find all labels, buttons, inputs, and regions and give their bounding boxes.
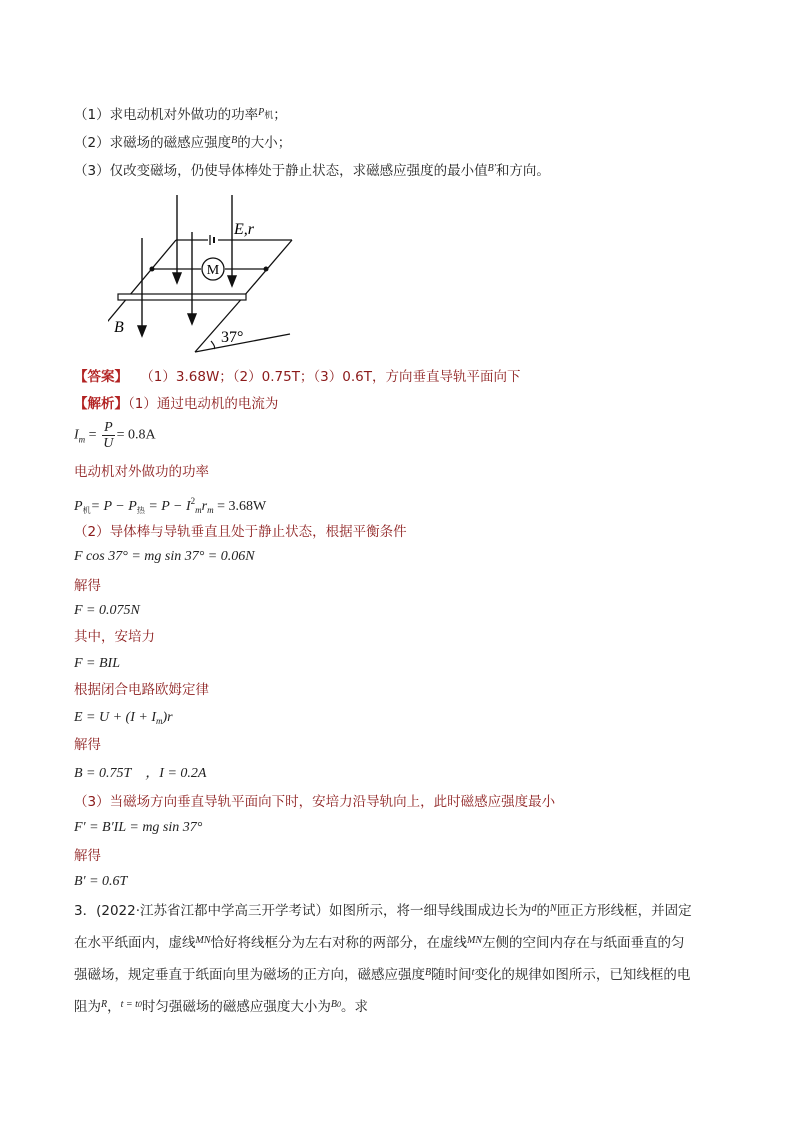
question-1-text: （1）求电动机对外做功的功率: [74, 107, 259, 123]
answer-text: （1）3.68W；（2）0.75T；（3）0.6T，方向垂直导轨平面向下: [140, 369, 521, 385]
answer-line: [74, 368, 521, 386]
question-1-end: ；: [273, 107, 287, 123]
question-3-end: 和方向。: [495, 163, 550, 179]
next-question-line-2: 在水平纸面内，虚线$^{MN}$恰好将线框分为左右对称的两部分，在虚线$^{MN}$左侧的空间内存在与纸面垂直的匀: [74, 935, 685, 951]
question-3: [74, 160, 550, 180]
question-2-text: （2）求磁场的磁感应强度: [74, 135, 232, 151]
analysis-p3: （2）导体棒与导轨垂直且处于静止状态，根据平衡条件: [74, 524, 407, 540]
analysis-p1: [74, 395, 278, 413]
analysis-p1-text: （1）通过电动机的电流为: [128, 396, 279, 412]
equation-5: F = BIL: [74, 656, 120, 671]
answer-tag: 【答案】: [74, 369, 128, 385]
analysis-p4: 解得: [74, 578, 101, 594]
next-question-line-1: 3．(2022·江苏省江都中学高三开学考试）如图所示，将一细导线围成边长为$^d$的$^N$匝正方形线框，并固定: [74, 903, 692, 919]
angle-label: 37°: [221, 329, 244, 346]
question-1: [74, 104, 287, 124]
b-label: B: [114, 319, 124, 336]
equation-4: F = 0.075N: [74, 603, 140, 618]
question-2-var: B: [231, 135, 238, 146]
equation-2: $P_机= P - P_热 = P - I^2_mr_m = 3.68W$: [74, 496, 267, 515]
next-question: [74, 894, 734, 1022]
analysis-p6: 根据闭合电路欧姆定律: [74, 682, 209, 698]
equation-6: $E = U + (I + I_m)r$: [74, 710, 173, 726]
equation-9: B′ = 0.6T: [74, 874, 128, 889]
conductor-bar: [118, 294, 246, 300]
question-3-var: B′: [487, 163, 496, 174]
analysis-p9: 解得: [74, 848, 101, 864]
question-3-text: （3）仅改变磁场，仍使导体棒处于静止状态，求磁感应强度的最小值: [74, 163, 488, 179]
question-2-end: 的大小；: [237, 135, 292, 151]
equation-3: F cos 37° = mg sin 37° = 0.06N: [74, 549, 255, 564]
analysis-tag: 【解析】: [74, 396, 128, 412]
question-2: [74, 132, 291, 152]
motor-label: M: [206, 263, 220, 278]
analysis-p8: （3）当磁场方向垂直导轨平面向下时，安培力沿导轨向上，此时磁感应强度最小: [74, 794, 556, 810]
equation-1: $I_m$ = $\frac{P}{U}$ = 0.8A: [74, 420, 156, 451]
next-question-line-3: 强磁场，规定垂直于纸面向里为磁场的正方向，磁感应强度$^B$随时间$^t$变化的规律如图所示，已知线框的电: [74, 967, 691, 983]
next-question-line-4: 阻为$^R$，$^{t = t0}$时匀强磁场的磁感应强度大小为$^{B0}$。求: [74, 999, 369, 1015]
er-label: E,r: [234, 221, 254, 238]
equation-8: F′ = B′IL = mg sin 37°: [74, 820, 203, 835]
question-1-var: P机: [258, 107, 274, 120]
analysis-p7: 解得: [74, 737, 101, 753]
equation-7: B = 0.75T ，I = 0.2A: [74, 766, 207, 781]
circuit-figure: [108, 190, 298, 355]
analysis-p5: 其中，安培力: [74, 629, 155, 645]
analysis-p2: 电动机对外做功的功率: [74, 464, 209, 480]
